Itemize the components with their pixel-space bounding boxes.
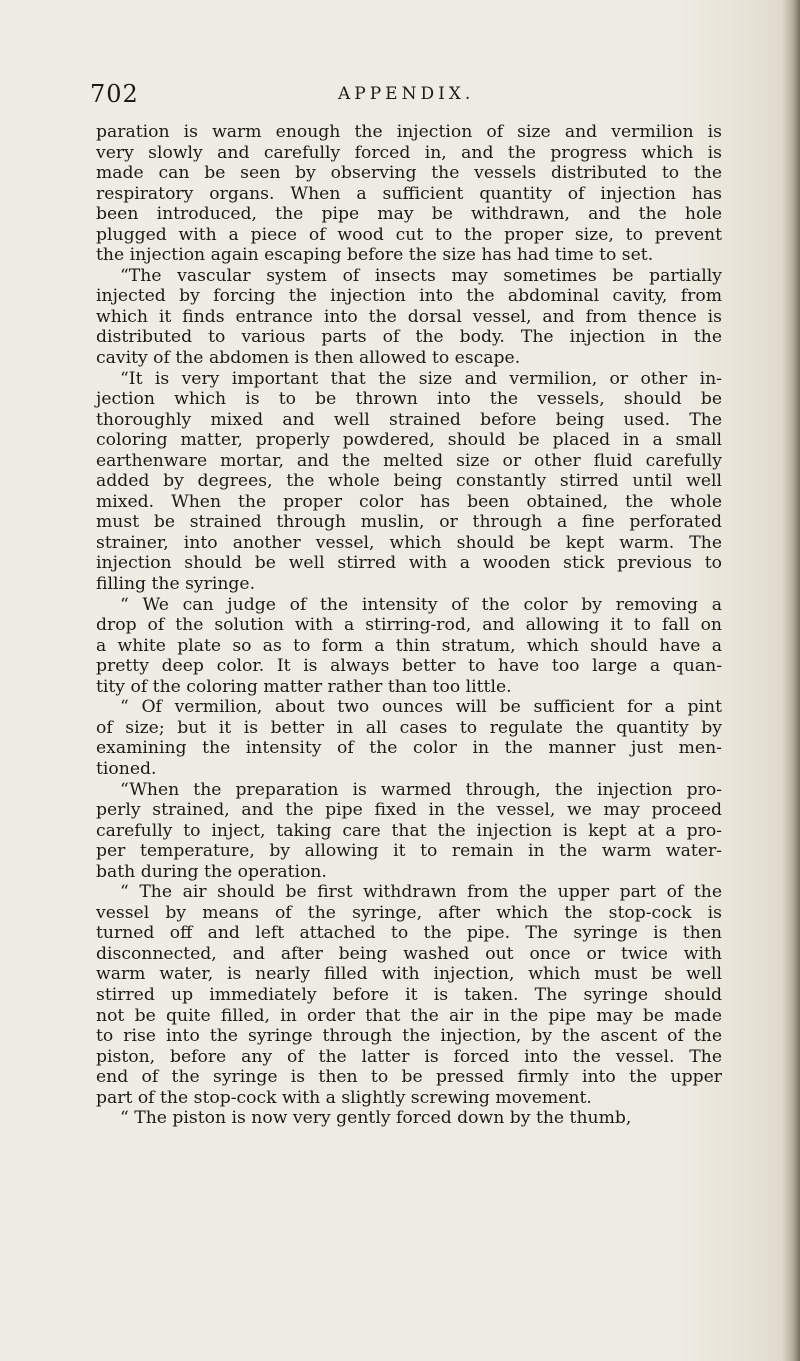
text-line: warm water, is nearly filled with injection, which must be well bbox=[96, 964, 722, 985]
text-line: “When the preparation is warmed through, the injection pro- bbox=[120, 779, 722, 800]
text-line: made can be seen by observing the vessels distributed to the bbox=[96, 163, 722, 184]
page-header bbox=[90, 80, 720, 110]
text-line: perly strained, and the pipe fixed in the vessel, we may proceed bbox=[96, 800, 722, 821]
text-line: “The vascular system of insects may sometimes be partially bbox=[120, 265, 722, 286]
text-line: injection should be well stirred with a wooden stick previous to bbox=[96, 553, 722, 574]
text-line: “It is very important that the size and vermilion, or other in- bbox=[120, 368, 722, 389]
text-line: “ The air should be first withdrawn from the upper part of the bbox=[120, 882, 722, 903]
text-line: very slowly and carefully forced in, and the progress which is bbox=[96, 142, 722, 163]
text-line: to rise into the syringe through the injection, by the ascent of the bbox=[96, 1026, 722, 1047]
text-line: pretty deep color. It is always better to have too large a quan- bbox=[96, 656, 722, 677]
text-line: disconnected, and after being washed out once or twice with bbox=[96, 943, 722, 964]
text-line: part of the stop-cock with a slightly screwing movement. bbox=[96, 1087, 592, 1108]
text-line: a white plate so as to form a thin stratum, which should have a bbox=[96, 635, 722, 656]
text-line: respiratory organs. When a sufficient quantity of injection has bbox=[96, 183, 722, 204]
text-line: coloring matter, properly powdered, should be placed in a small bbox=[96, 430, 722, 451]
text-line: “ The piston is now very gently forced down by the thumb, bbox=[120, 1108, 632, 1129]
text-line: paration is warm enough the injection of size and vermilion is bbox=[96, 122, 722, 142]
text-line: the injection again escaping before the size has had time to set. bbox=[96, 245, 654, 266]
text-line: strainer, into another vessel, which should be kept warm. The bbox=[96, 532, 722, 553]
text-line: “ We can judge of the intensity of the color by removing a bbox=[120, 594, 722, 615]
text-line: carefully to inject, taking care that the injection is kept at a pro- bbox=[96, 820, 722, 841]
text-line: distributed to various parts of the body. The injection in the bbox=[96, 327, 722, 348]
page-edge-shadow bbox=[782, 0, 800, 1361]
text-line: earthenware mortar, and the melted size or other fluid carefully bbox=[96, 450, 722, 471]
text-line: injected by forcing the injection into the abdominal cavity, from bbox=[96, 286, 722, 307]
text-line: bath during the operation. bbox=[96, 861, 327, 882]
text-line: end of the syringe is then to be pressed firmly into the upper bbox=[96, 1067, 722, 1088]
text-line: must be strained through muslin, or through a fine perforated bbox=[96, 512, 722, 533]
text-line: not be quite filled, in order that the air in the pipe may be made bbox=[96, 1005, 722, 1026]
text-line: thoroughly mixed and well strained before being used. The bbox=[96, 409, 722, 430]
text-line: which it finds entrance into the dorsal vessel, and from thence is bbox=[96, 306, 722, 327]
running-title: APPENDIX. bbox=[338, 84, 475, 104]
text-line: tioned. bbox=[96, 758, 157, 779]
text-line: piston, before any of the latter is forced into the vessel. The bbox=[96, 1046, 722, 1067]
text-line: jection which is to be thrown into the vessels, should be bbox=[96, 389, 722, 410]
text-line: examining the intensity of the color in the manner just men- bbox=[96, 738, 722, 759]
text-line: of size; but it is better in all cases to regulate the quantity by bbox=[96, 717, 722, 738]
text-line: turned off and left attached to the pipe. The syringe is then bbox=[96, 923, 722, 944]
text-line: vessel by means of the syringe, after which the stop-cock is bbox=[96, 902, 722, 923]
text-line: been introduced, the pipe may be withdrawn, and the hole bbox=[96, 204, 722, 225]
text-line: “ Of vermilion, about two ounces will be sufficient for a pint bbox=[120, 697, 722, 718]
text-line: mixed. When the proper color has been obtained, the whole bbox=[96, 491, 722, 512]
text-line: drop of the solution with a stirring-rod, and allowing it to fall on bbox=[96, 615, 722, 636]
text-line: per temperature, by allowing it to remain in the warm water- bbox=[96, 841, 722, 862]
text-line: filling the syringe. bbox=[96, 574, 256, 595]
text-line: tity of the coloring matter rather than too little. bbox=[96, 676, 512, 697]
text-line: plugged with a piece of wood cut to the proper size, to prevent bbox=[96, 224, 722, 245]
body-text bbox=[96, 122, 722, 1129]
text-line: added by degrees, the whole being constantly stirred until well bbox=[96, 471, 722, 492]
text-line: cavity of the abdomen is then allowed to escape. bbox=[96, 348, 521, 369]
text-line: stirred up immediately before it is taken. The syringe should bbox=[96, 984, 722, 1005]
page-number: 702 bbox=[90, 80, 139, 108]
